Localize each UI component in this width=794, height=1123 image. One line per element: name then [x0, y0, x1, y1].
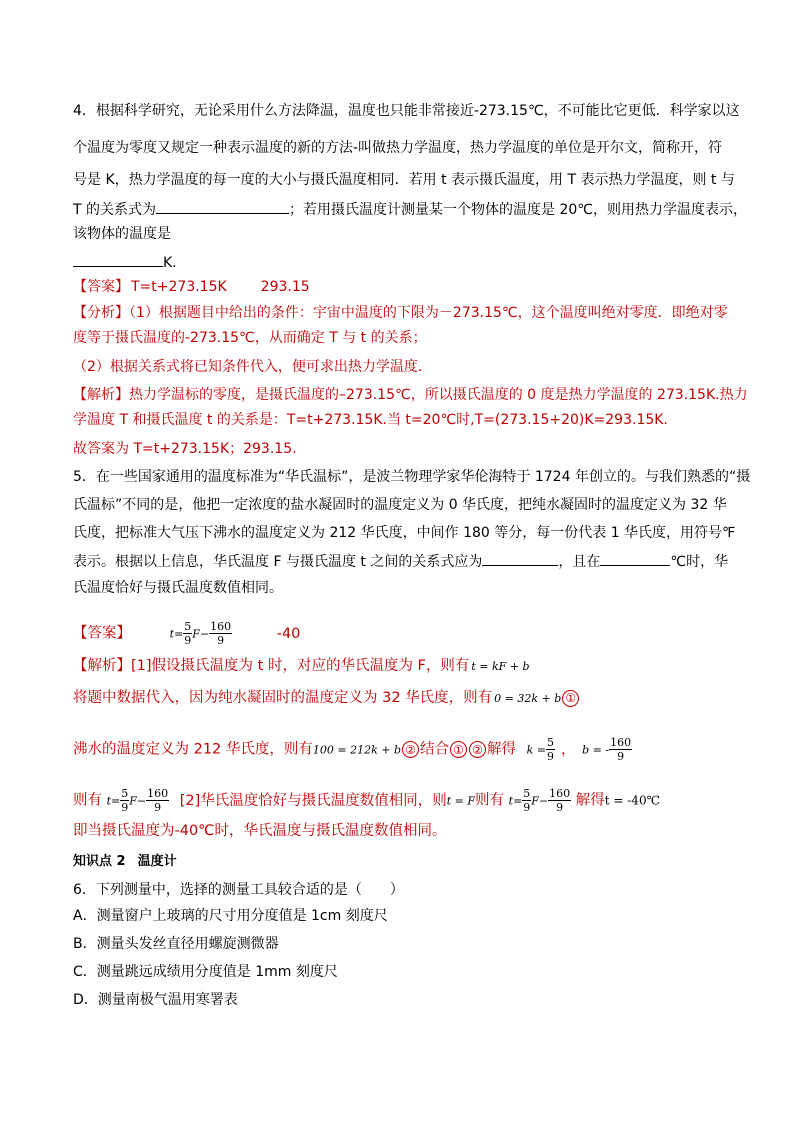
q4-analysis-1: 【分析】（1）根据题目中给出的条件：宇宙中温度的下限为－273.15℃，这个温度叫绝对零度．即绝对零	[73, 305, 728, 321]
q4-analysis-3: （2）根据关系式将已知条件代入，便可求出热力学温度．	[73, 359, 432, 375]
fraction: $\frac{5}{9}$	[184, 620, 192, 647]
q4-solution-2: 学温度 T 和摄氏温度 t 的关系是：T=t+273.15K.当 t=20℃时,T=(273.15+20)K=293.15K.	[73, 412, 668, 428]
q4-solution-1: 【解析】热力学温标的零度，是摄氏温度的–273.15℃，所以摄氏温度的 0 度是热力学温度的 273.15K.热力	[73, 387, 748, 403]
q5-line-4: 表示。根据以上信息，华氏温度 F 与摄氏温度 t 之间的关系式应为 ，且在 ℃时，华	[73, 551, 728, 572]
circled-number-1: ①	[450, 741, 467, 758]
k-value: k = $\frac{5}{9}$	[526, 736, 555, 763]
circled-number-2: ②	[402, 741, 419, 758]
answer-blank[interactable]	[482, 551, 558, 566]
q5-answer: 【答案】 t= $\frac{5}{9}$ F− $\frac{160}{9}$ -40	[73, 620, 301, 647]
q5-solution-1: 【解析】[1]假设摄氏温度为 t 时，对应的华氏温度为 F，则有 t = kF + b	[73, 658, 530, 674]
knowledge-point-heading: 知识点 2 温度计	[73, 854, 177, 869]
answer-blank[interactable]	[600, 551, 670, 566]
fraction: $\frac{160}{9}$	[210, 620, 232, 647]
answer-formula: t= $\frac{5}{9}$ F− $\frac{160}{9}$	[169, 620, 232, 647]
q6-option-d[interactable]: D．测量南极气温用寒署表	[73, 992, 238, 1008]
circled-number-2: ②	[469, 741, 486, 758]
answer-blank[interactable]	[156, 199, 289, 214]
formula: t= $\frac{5}{9}$ F− $\frac{160}{9}$	[508, 787, 571, 814]
circled-number-1: ①	[562, 690, 579, 707]
q5-line-1: 5．在一些国家通用的温度标准为“华氏温标”，是波兰物理学家华伦海特于 1724 年创立的。与我们熟悉的“摄	[73, 469, 751, 485]
b-value: b = - $\frac{160}{9}$	[582, 736, 632, 763]
q6-option-a[interactable]: A．测量窗户上玻璃的尺寸用分度值是 1cm 刻度尺	[73, 908, 388, 924]
q5-solution-2: 将题中数据代入，因为纯水凝固时的温度定义为 32 华氏度，则有 0 = 32k + b ①	[73, 688, 580, 709]
q5-solution-3: 沸水的温度定义为 212 华氏度，则有100 = 212k + b ② 结合 ① ② 解得 k = $\frac{5}{9}$ ， b = - $\frac{160}{9}$	[73, 736, 632, 763]
q5-solution-4: 则有 t= $\frac{5}{9}$ F− $\frac{160}{9}$ [2]华氏温度恰好与摄氏温度数值相同，则t = F则有 t= $\frac{5}{9}$ F− $\frac{160}{9}$ 解得t = -40℃	[73, 787, 661, 814]
q4-line-2: 个温度为零度又规定一种表示温度的新的方法-叫做热力学温度，热力学温度的单位是开尔文，简称开，符	[73, 140, 723, 156]
q5-solution-5: 即当摄氏温度为-40℃时，华氏温度与摄氏温度数值相同。	[73, 823, 447, 839]
q4-line-4: T 的关系式为 ；若用摄氏温度计测量某一个物体的温度是 20℃，则用热力学温度表示，	[73, 199, 747, 220]
q5-line-2: 氏温标”不同的是，他把一定浓度的盐水凝固时的温度定义为 0 华氏度，把纯水凝固时的温度定义为 32 华	[73, 497, 727, 513]
q6-option-c[interactable]: C．测量跳远成绩用分度值是 1mm 刻度尺	[73, 964, 338, 980]
q5-line-5: 氏温度恰好与摄氏温度数值相同。	[73, 580, 283, 596]
q4-analysis-2: 度等于摄氏温度的-273.15℃，从而确定 T 与 t 的关系；	[73, 330, 427, 346]
q6-option-b[interactable]: B．测量头发丝直径用螺旋测微器	[73, 936, 279, 952]
formula: t= $\frac{5}{9}$ F− $\frac{160}{9}$	[106, 787, 169, 814]
q5-line-3: 氏度，把标准大气压下沸水的温度定义为 212 华氏度，中间作 180 等分，每一份代表 1 华氏度，用符号℉	[73, 525, 736, 541]
q4-solution-3: 故答案为 T=t+273.15K；293.15.	[73, 441, 297, 457]
answer-blank[interactable]	[73, 252, 163, 267]
q4-line-6: K．	[73, 252, 186, 273]
q6-stem: 6．下列测量中，选择的测量工具较合适的是（ ）	[73, 882, 404, 898]
q4-line-1: 4．根据科学研究，无论采用什么方法降温，温度也只能非常接近-273.15℃，不可能比它更低．科学家以这	[73, 103, 740, 119]
q4-line-5: 该物体的温度是	[73, 226, 171, 242]
q4-line-3: 号是 K，热力学温度的每一度的大小与摄氏温度相同．若用 t 表示摄氏温度，用 T 表示热力学温度，则 t 与	[73, 172, 735, 188]
q4-answer: 【答案】 T=t+273.15K 293.15	[73, 279, 310, 295]
